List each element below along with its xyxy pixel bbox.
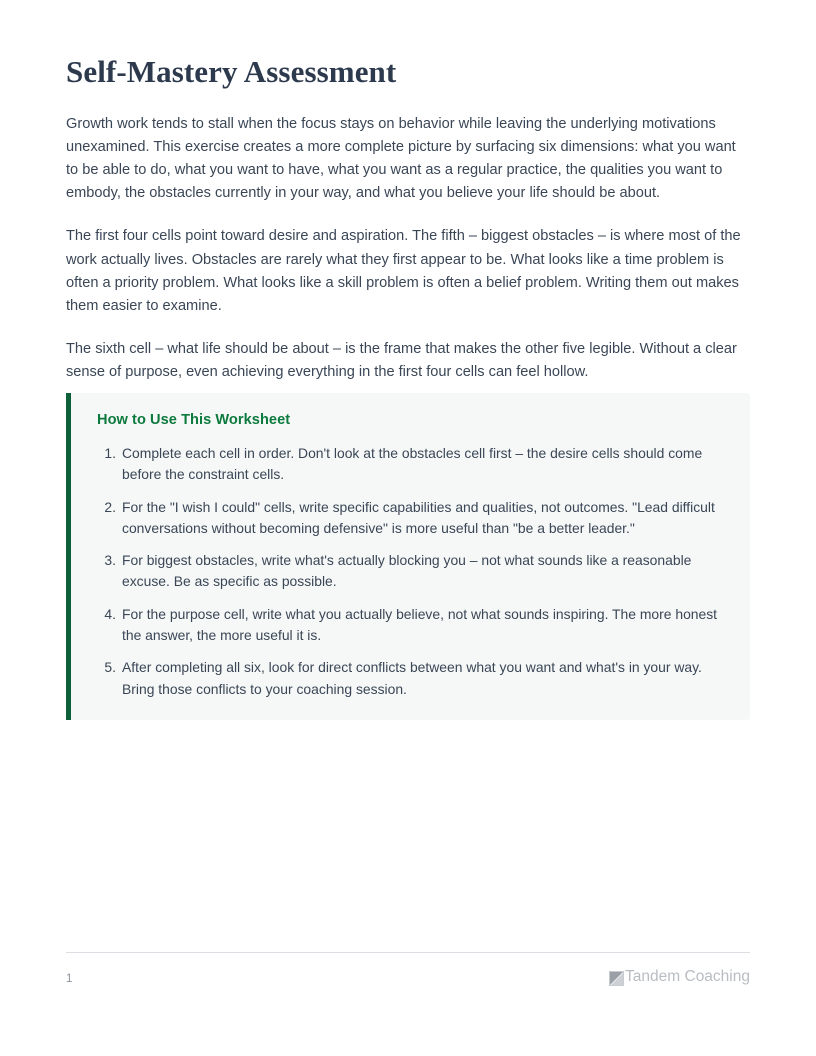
intro-paragraph-3: The sixth cell – what life should be about – is the frame that makes the other five legible. Without a clear sense of purpose, even achieving everything in the first four cells can feel hollow.	[66, 341, 737, 381]
callout-instruction-list	[97, 443, 724, 700]
list-item: For the "I wish I could" cells, write specific capabilities and qualities, not outcomes. "Lead difficult conversations without becoming defensive" is more useful than "be a better leader."	[122, 498, 715, 536]
brand-logo	[609, 967, 750, 987]
callout-heading: How to Use This Worksheet	[97, 412, 291, 428]
intro-paragraph-2: The first four cells point toward desire and aspiration. The fifth – biggest obstacles – is where most of the work actually lives. Obstacles are rarely what they first appear to be. What looks like a time problem is often a priority problem. What looks like a skill problem is often a belief problem. Writing them out makes them easier to examine.	[66, 228, 741, 314]
brand-name: Tandem Coaching	[625, 968, 750, 985]
document-body	[66, 54, 750, 385]
intro-paragraph-1: Growth work tends to stall when the focus stays on behavior while leaving the underlying motivations unexamined. This exercise creates a more complete picture by surfacing six dimensions: what you want to be able to do, what you want to have, what you want as a regular practice, the qualities you want to embody, the obstacles currently in your way, and what you believe your life should be about.	[66, 115, 736, 202]
list-item: After completing all six, look for direct conflicts between what you want and what's in your way. Bring those conflicts to your coaching session.	[122, 659, 702, 697]
page-footer	[66, 952, 750, 999]
page-title: Self-Mastery Assessment	[66, 54, 397, 89]
list-item: For the purpose cell, write what you actually believe, not what sounds inspiring. The more honest the answer, the more useful it is.	[122, 605, 718, 644]
list-item: Complete each cell in order. Don't look at the obstacles cell first – the desire cells should come before the constraint cells.	[122, 445, 703, 483]
footer-row	[66, 953, 750, 999]
how-to-use-callout	[66, 393, 750, 720]
broken-image-icon	[609, 971, 624, 986]
page-number: 1	[66, 973, 73, 985]
list-item: For biggest obstacles, write what's actually blocking you – not what sounds like a reasonable excuse. Be as specific as possible.	[122, 552, 692, 590]
